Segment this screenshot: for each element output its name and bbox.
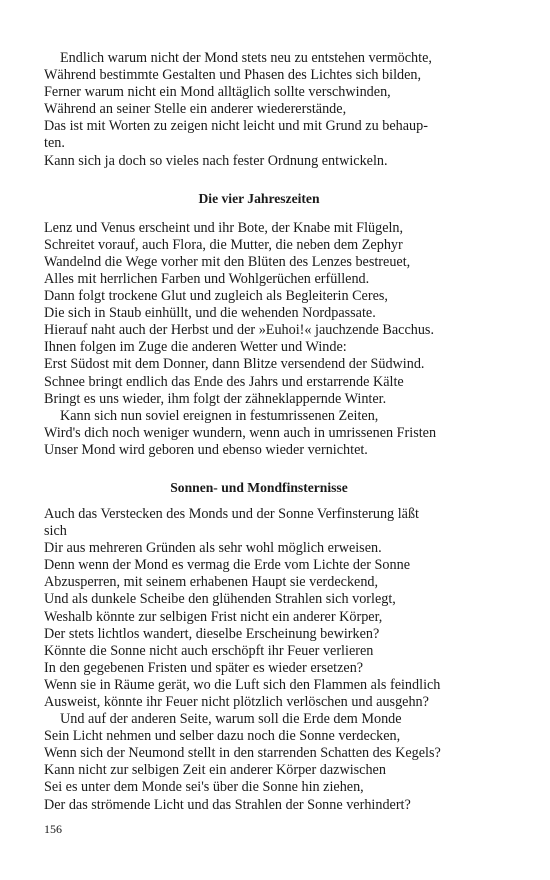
verse-line: Endlich warum nicht der Mond stets neu zu entstehen vermöchte, — [60, 50, 432, 66]
section-heading-seasons: Die vier Jahreszeiten — [198, 190, 320, 206]
verse-line: Die sich in Staub einhüllt, und die wehenden Nordpassate. — [44, 305, 376, 322]
verse-line: sich — [44, 523, 67, 540]
page-number: 156 — [44, 822, 62, 836]
verse-line: Schreitet vorauf, auch Flora, die Mutter, die neben dem Zephyr — [44, 236, 403, 253]
verse-line: Alles mit herrlichen Farben und Wohlgerüchen erfüllend. — [44, 270, 370, 287]
verse-line: Unser Mond wird geboren und ebenso wieder vernichtet. — [44, 441, 368, 458]
verse-line: Während an seiner Stelle ein anderer wiedererstände, — [44, 101, 347, 118]
verse-block-eclipses — [44, 506, 474, 814]
verse-line: Ausweist, könnte ihr Feuer nicht plötzlich verlöschen und ausgehn? — [44, 694, 429, 710]
verse-line: Wenn sie in Räume gerät, wo die Luft sich den Flammen als feindlich — [44, 676, 441, 693]
verse-line: Wenn sich der Neumond stellt in den starrenden Schatten des Kegels? — [44, 745, 441, 762]
verse-line: Dir aus mehreren Gründen als sehr wohl möglich erweisen. — [44, 540, 382, 557]
verse-block-seasons — [44, 220, 474, 459]
verse-line: Ferner warum nicht ein Mond alltäglich sollte verschwinden, — [44, 84, 391, 101]
verse-line: Ihnen folgen im Zuge die anderen Wetter und Winde: — [44, 339, 347, 356]
book-page — [44, 50, 474, 814]
section-heading-eclipses: Sonnen- und Mondfinsternisse — [170, 479, 348, 495]
verse-line: Wird's dich noch weniger wundern, wenn auch in umrissenen Fristen — [44, 424, 437, 441]
verse-line: Auch das Verstecken des Monds und der Sonne Verfinsterung läßt — [44, 505, 419, 522]
verse-line: Und als dunkele Scheibe den glühenden Strahlen sich vorlegt, — [44, 591, 396, 608]
verse-line: In den gegebenen Fristen und später es wieder ersetzen? — [44, 659, 364, 676]
verse-line: Könnte die Sonne nicht auch erschöpft ihr Feuer verlieren — [44, 642, 374, 659]
verse-line: Lenz und Venus erscheint und ihr Bote, der Knabe mit Flügeln, — [44, 219, 404, 236]
verse-line: Wandelnd die Wege vorher mit den Blüten des Lenzes bestreuet, — [44, 253, 411, 270]
verse-line: Hierauf naht auch der Herbst und der »Euhoi!« jauchzende Bacchus. — [44, 322, 435, 339]
verse-line: Weshalb könnte zur selbigen Frist nicht ein anderer Körper, — [44, 608, 383, 625]
verse-line: Während bestimmte Gestalten und Phasen des Lichtes sich bilden, — [44, 67, 422, 84]
verse-line: Der das strömende Licht und das Strahlen der Sonne verhindert? — [44, 796, 411, 813]
verse-line: Und auf der anderen Seite, warum soll die Erde dem Monde — [60, 711, 402, 728]
verse-line: Dann folgt trockene Glut und zugleich als Begleiterin Ceres, — [44, 288, 388, 305]
verse-line: Kann sich nun soviel ereignen in festumrissenen Zeiten, — [60, 407, 379, 424]
verse-line: Kann nicht zur selbigen Zeit ein anderer Körper dazwischen — [44, 762, 386, 779]
verse-line: Sei es unter dem Monde sei's über die Sonne hin ziehen, — [44, 779, 364, 796]
verse-block-intro — [44, 50, 474, 170]
verse-line: Das ist mit Worten zu zeigen nicht leicht und mit Grund zu behaup- — [44, 118, 428, 135]
verse-line: Denn wenn der Mond es vermag die Erde vom Lichte der Sonne — [44, 557, 411, 574]
verse-line: Sein Licht nehmen und selber dazu noch die Sonne verdecken, — [44, 728, 401, 745]
verse-line: Abzusperren, mit seinem erhabenen Haupt sie verdeckend, — [44, 574, 379, 591]
verse-line: ten. — [44, 135, 65, 152]
verse-line: Der stets lichtlos wandert, dieselbe Erscheinung bewirken? — [44, 625, 380, 642]
verse-line: Erst Südost mit dem Donner, dann Blitze versendend der Südwind. — [44, 356, 425, 373]
verse-line: Schnee bringt endlich das Ende des Jahrs und erstarrende Kälte — [44, 373, 404, 390]
verse-line: Kann sich ja doch so vieles nach fester Ordnung entwickeln. — [44, 152, 388, 169]
verse-line: Bringt es uns wieder, ihm folgt der zähneklappernde Winter. — [44, 390, 387, 407]
